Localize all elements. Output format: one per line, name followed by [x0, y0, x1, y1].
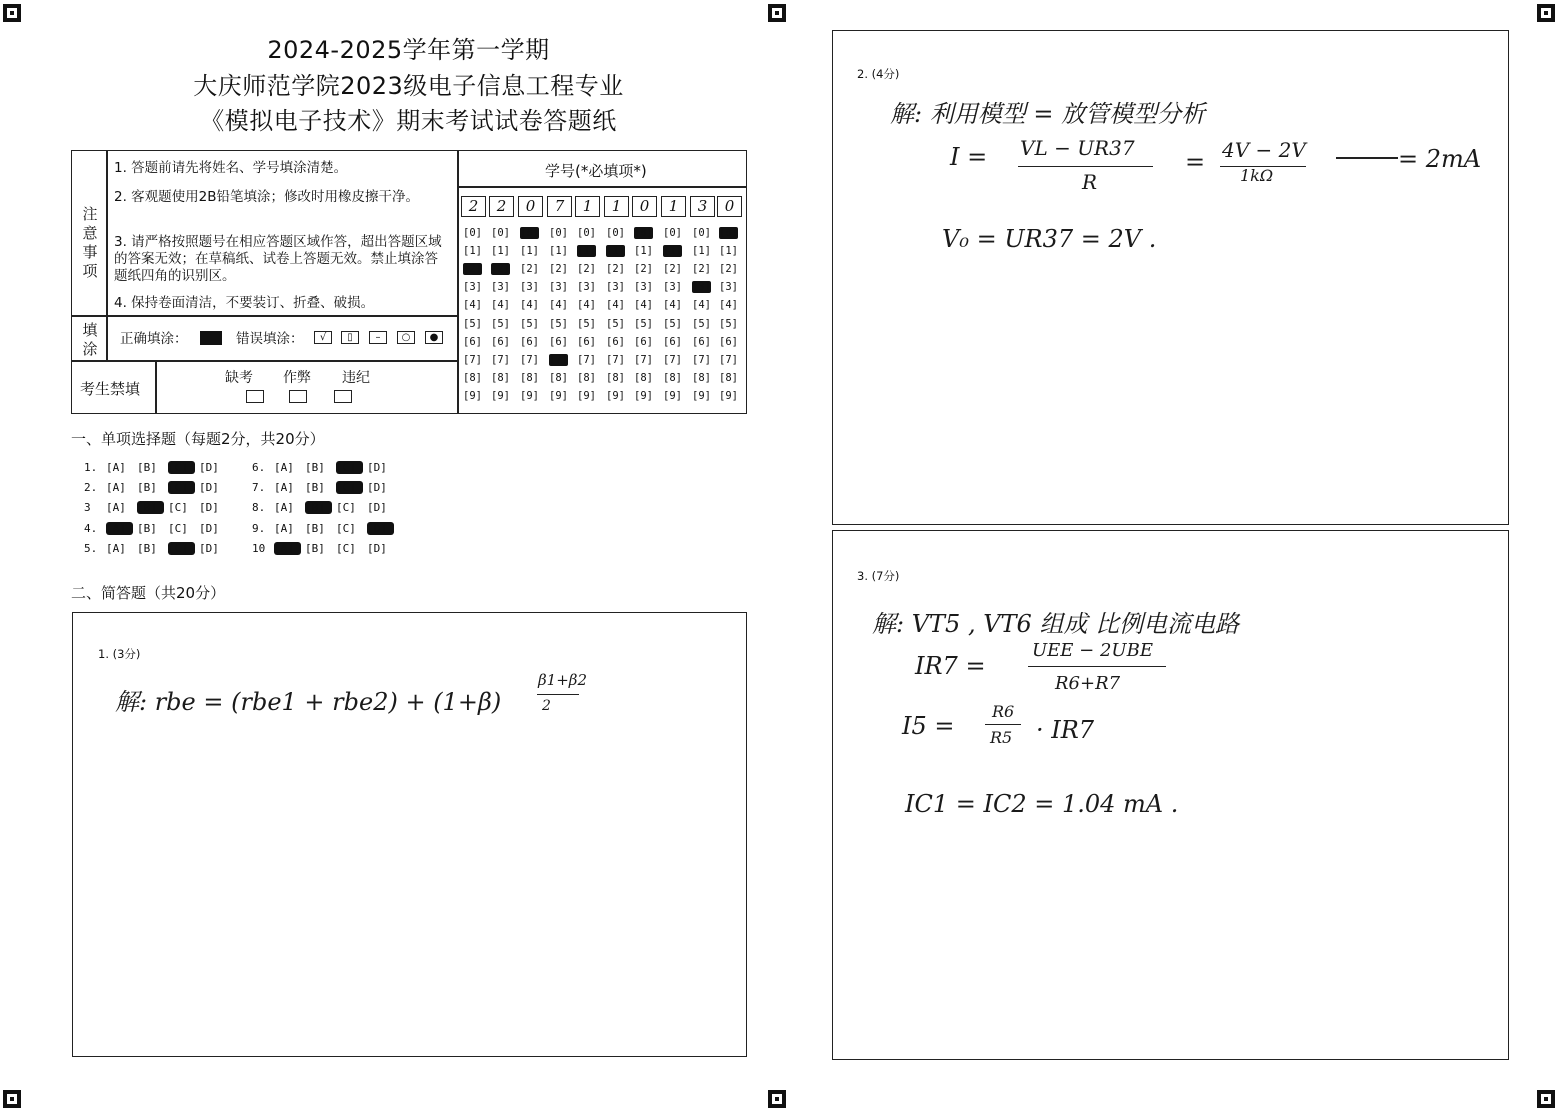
mc-option-8-b[interactable]: [B]	[305, 501, 332, 514]
forbidden-option-violation-label: 违纪	[342, 370, 370, 386]
student-id-bubble-c9-r4[interactable]: [4]	[692, 299, 711, 312]
mc-option-9-a[interactable]: [A]	[274, 521, 294, 535]
q1-label: 1. (3分)	[98, 647, 141, 661]
q3-ir7-fraction-bar	[1028, 666, 1166, 667]
student-id-bubble-c9-r2[interactable]: [2]	[692, 263, 711, 276]
student-id-title-divider	[458, 186, 746, 188]
note-item-4: 4. 保持卷面清洁，不要装订、折叠、破损。	[114, 295, 375, 311]
mc-option-4-a[interactable]: [A]	[106, 522, 133, 535]
mc-question-number: 3	[84, 501, 91, 515]
student-id-bubble-c4-r2[interactable]: [2]	[549, 263, 568, 276]
student-id-bubble-c5-r1[interactable]: [1]	[577, 245, 596, 258]
mc-question-number: 6.	[252, 461, 266, 474]
student-id-digit-cell-8: 1	[661, 196, 686, 217]
mc-option-10-c[interactable]: [C]	[336, 541, 356, 555]
mc-question-6	[252, 461, 398, 474]
info-divider-vertical	[457, 150, 459, 414]
mc-question-number: 2.	[84, 481, 98, 495]
corner-marker-top-middle	[768, 4, 786, 22]
q2-fraction1-numerator: VL − UR37	[1020, 136, 1135, 160]
student-id-bubble-c8-r3[interactable]: [3]	[663, 281, 682, 294]
notes-label: 注意事项	[82, 205, 98, 280]
mc-option-10-b[interactable]: [B]	[305, 541, 325, 555]
student-id-bubble-c7-r3[interactable]: [3]	[634, 281, 653, 294]
mc-question-3	[84, 501, 230, 514]
student-id-bubble-c6-r7[interactable]: [7]	[606, 353, 625, 366]
corner-marker-top-right	[1537, 4, 1555, 22]
student-id-bubble-c9-r6[interactable]: [6]	[692, 335, 711, 348]
student-id-bubble-c6-r5[interactable]: [5]	[606, 317, 625, 330]
q1-answer-line: 解: rbe = (rbe1 + rbe2) + (1+β)	[115, 688, 502, 716]
student-id-bubble-c10-r1[interactable]: [1]	[719, 245, 738, 258]
student-id-bubble-c4-r4[interactable]: [4]	[549, 299, 568, 312]
student-id-bubble-c6-r1[interactable]: [1]	[606, 245, 625, 258]
student-id-bubble-c10-r9[interactable]: [9]	[719, 389, 738, 402]
student-id-bubble-c10-r4[interactable]: [4]	[719, 299, 738, 312]
mc-option-2-a[interactable]: [A]	[106, 481, 126, 495]
student-id-bubble-c4-r0[interactable]: [0]	[549, 227, 568, 239]
student-id-bubble-c1-r6[interactable]: [6]	[463, 335, 482, 348]
mc-option-9-d[interactable]: [D]	[367, 522, 394, 535]
student-id-bubble-c3-r9[interactable]: [9]	[520, 389, 539, 402]
student-id-bubble-c1-r1[interactable]: [1]	[463, 245, 482, 258]
mc-question-number: 1.	[84, 461, 98, 474]
mc-option-4-c[interactable]: [C]	[168, 521, 188, 535]
mc-question-1	[84, 461, 230, 474]
mc-question-number: 9.	[252, 521, 266, 535]
q3-i5-fraction-bar	[985, 724, 1021, 725]
mc-option-2-d[interactable]: [D]	[199, 481, 219, 495]
mc-option-5-b[interactable]: [B]	[137, 541, 157, 555]
student-id-bubble-c5-r3[interactable]: [3]	[577, 281, 596, 294]
q3-i5-denominator: R5	[990, 728, 1013, 747]
mc-question-number: 5.	[84, 541, 98, 555]
forbidden-label: 考生禁填	[80, 380, 141, 398]
student-id-bubble-c10-r0[interactable]: [0]	[719, 227, 738, 239]
note-item-1: 1. 答题前请先将姓名、学号填涂清楚。	[114, 160, 348, 176]
student-id-bubble-c3-r4[interactable]: [4]	[520, 299, 539, 312]
q1-fraction-bar	[537, 694, 579, 695]
mc-option-3-a[interactable]: [A]	[106, 501, 126, 515]
mc-option-4-d[interactable]: [D]	[199, 521, 219, 535]
q1-fraction-numerator: β1+β2	[538, 671, 587, 689]
mc-option-6-b[interactable]: [B]	[305, 461, 325, 474]
student-id-bubble-c10-r2[interactable]: [2]	[719, 263, 738, 276]
mc-question-8	[252, 501, 398, 514]
mc-question-number: 4.	[84, 521, 98, 535]
student-id-bubble-c7-r7[interactable]: [7]	[634, 353, 653, 366]
mc-option-6-c[interactable]: [C]	[336, 461, 363, 474]
forbidden-option-absent-label: 缺考	[225, 370, 253, 386]
mc-option-9-b[interactable]: [B]	[305, 521, 325, 535]
student-id-bubble-c6-r3[interactable]: [3]	[606, 281, 625, 294]
student-id-bubble-c8-r6[interactable]: [6]	[663, 335, 682, 348]
student-id-bubble-c7-r4[interactable]: [4]	[634, 299, 653, 312]
section2-title: 二、简答题（共20分）	[71, 584, 226, 602]
student-id-bubble-c7-r2[interactable]: [2]	[634, 263, 653, 276]
mc-option-6-a[interactable]: [A]	[274, 461, 294, 474]
section1-title: 一、单项选择题（每题2分，共20分）	[71, 430, 325, 448]
student-id-bubble-c5-r9[interactable]: [9]	[577, 389, 596, 402]
mc-option-7-a[interactable]: [A]	[274, 481, 294, 495]
student-id-bubble-c9-r3[interactable]: [3]	[692, 281, 711, 294]
corner-marker-bottom-middle	[768, 1090, 786, 1108]
student-id-bubble-c2-r8[interactable]: [8]	[491, 371, 510, 384]
forbidden-absent-checkbox[interactable]	[246, 390, 264, 403]
student-id-bubble-c4-r8[interactable]: [8]	[549, 371, 568, 384]
student-id-bubble-c7-r5[interactable]: [5]	[634, 317, 653, 330]
student-id-bubble-c1-r8[interactable]: [8]	[463, 371, 482, 384]
mc-question-4	[84, 522, 230, 535]
q2-crossed-out-text	[1336, 157, 1398, 159]
student-id-digit-cell-6: 1	[604, 196, 629, 217]
student-id-bubble-c1-r9[interactable]: [9]	[463, 389, 482, 402]
q3-label: 3. (7分)	[857, 569, 900, 583]
mc-option-10-a[interactable]: [A]	[274, 542, 301, 555]
q2-answer-line-1: 解: 利用模型 = 放管模型分析	[890, 100, 1206, 128]
answer-box-q1[interactable]	[72, 612, 747, 1057]
mc-option-1-c[interactable]: [C]	[168, 461, 195, 474]
fill-correct-sample	[200, 331, 222, 345]
q2-equals-sign: =	[1185, 148, 1206, 176]
student-id-bubble-c3-r8[interactable]: [8]	[520, 371, 539, 384]
student-id-bubble-c8-r8[interactable]: [8]	[663, 371, 682, 384]
fill-wrong-bar-sample: ▯	[341, 331, 359, 344]
student-id-bubble-c1-r0[interactable]: [0]	[463, 227, 482, 239]
q3-i5-label: I5 =	[902, 712, 955, 740]
student-id-bubble-c3-r5[interactable]: [5]	[520, 317, 539, 330]
mc-question-number: 8.	[252, 501, 266, 515]
student-id-bubble-c3-r0[interactable]: [0]	[520, 227, 539, 239]
mc-option-7-c[interactable]: [C]	[336, 481, 363, 494]
student-id-bubble-c2-r4[interactable]: [4]	[491, 299, 510, 312]
student-id-bubble-c1-r4[interactable]: [4]	[463, 299, 482, 312]
corner-marker-bottom-left	[3, 1090, 21, 1108]
student-id-bubble-c4-r5[interactable]: [5]	[549, 317, 568, 330]
student-id-bubble-c4-r6[interactable]: [6]	[549, 335, 568, 348]
student-id-bubble-c9-r0[interactable]: [0]	[692, 227, 711, 239]
student-id-bubble-c10-r3[interactable]: [3]	[719, 281, 738, 294]
student-id-bubble-c2-r0[interactable]: [0]	[491, 227, 510, 239]
student-id-bubble-c6-r0[interactable]: [0]	[606, 227, 625, 239]
student-id-bubble-c7-r9[interactable]: [9]	[634, 389, 653, 402]
mc-option-8-d[interactable]: [D]	[367, 501, 387, 515]
student-id-bubble-c5-r0[interactable]: [0]	[577, 227, 596, 239]
student-id-bubble-c6-r6[interactable]: [6]	[606, 335, 625, 348]
student-id-bubble-c6-r9[interactable]: [9]	[606, 389, 625, 402]
student-id-bubble-c9-r5[interactable]: [5]	[692, 317, 711, 330]
student-id-bubble-c4-r9[interactable]: [9]	[549, 389, 568, 402]
student-id-bubble-c8-r7[interactable]: [7]	[663, 353, 682, 366]
fill-wrong-check-sample: √	[314, 331, 332, 344]
q2-fraction1-bar	[1018, 166, 1153, 167]
student-id-bubble-c2-r9[interactable]: [9]	[491, 389, 510, 402]
q2-label: 2. (4分)	[857, 67, 900, 81]
student-id-bubble-c2-r1[interactable]: [1]	[491, 245, 510, 258]
mc-option-5-d[interactable]: [D]	[199, 541, 219, 555]
q2-fraction1-denominator: R	[1082, 170, 1098, 194]
mc-option-3-c[interactable]: [C]	[168, 501, 188, 515]
notes-label-divider	[106, 150, 108, 315]
q3-ir7-denominator: R6+R7	[1055, 673, 1121, 694]
student-id-bubble-c8-r9[interactable]: [9]	[663, 389, 682, 402]
student-id-bubble-c4-r7[interactable]: [7]	[549, 353, 568, 366]
q3-i5-numerator: R6	[992, 702, 1015, 721]
student-id-bubble-c7-r0[interactable]: [0]	[634, 227, 653, 239]
fill-guide-label: 填涂	[82, 321, 98, 358]
mc-option-9-c[interactable]: [C]	[336, 521, 356, 535]
q2-fraction2-denominator: 1kΩ	[1240, 166, 1274, 185]
student-id-bubble-c9-r9[interactable]: [9]	[692, 389, 711, 402]
mc-question-number: 7.	[252, 481, 266, 495]
fill-label-divider	[106, 315, 108, 361]
mc-option-2-b[interactable]: [B]	[137, 481, 157, 495]
student-id-digit-cell-10: 0	[717, 196, 742, 217]
student-id-bubble-c6-r8[interactable]: [8]	[606, 371, 625, 384]
student-id-digit-cell-5: 1	[575, 196, 600, 217]
student-id-digit-cell-9: 3	[690, 196, 715, 217]
corner-marker-top-left	[3, 4, 21, 22]
student-id-bubble-c7-r6[interactable]: [6]	[634, 335, 653, 348]
q1-fraction-denominator: 2	[542, 698, 551, 714]
mc-option-3-b[interactable]: [B]	[137, 501, 164, 514]
student-id-bubble-c5-r4[interactable]: [4]	[577, 299, 596, 312]
mc-option-6-d[interactable]: [D]	[367, 461, 387, 474]
student-id-bubble-c3-r1[interactable]: [1]	[520, 245, 539, 258]
mc-option-10-d[interactable]: [D]	[367, 541, 387, 555]
q3-ir7-numerator: UEE − 2UBE	[1032, 640, 1153, 661]
mc-option-8-a[interactable]: [A]	[274, 501, 294, 515]
q3-answer-line-1: 解: VT5 , VT6 组成 比例电流电路	[872, 610, 1240, 638]
student-id-bubble-c4-r3[interactable]: [3]	[549, 281, 568, 294]
q2-result: = 2mA	[1398, 145, 1482, 173]
student-id-bubble-c3-r2[interactable]: [2]	[520, 263, 539, 276]
mc-question-7	[252, 481, 398, 494]
student-id-bubble-c8-r0[interactable]: [0]	[663, 227, 682, 239]
student-id-bubble-c7-r1[interactable]: [1]	[634, 245, 653, 258]
student-id-title: 学号(*必填项*)	[545, 162, 647, 180]
student-id-bubble-c2-r3[interactable]: [3]	[491, 281, 510, 294]
student-id-bubble-c6-r2[interactable]: [2]	[606, 263, 625, 276]
student-id-bubble-c1-r7[interactable]: [7]	[463, 353, 482, 366]
q2-fraction2-numerator: 4V − 2V	[1222, 138, 1306, 162]
student-id-bubble-c8-r1[interactable]: [1]	[663, 245, 682, 258]
corner-marker-bottom-right	[1537, 1090, 1555, 1108]
mc-option-5-c[interactable]: [C]	[168, 542, 195, 555]
mc-option-1-d[interactable]: [D]	[199, 461, 219, 474]
fill-correct-label: 正确填涂：	[120, 331, 188, 347]
q3-i5-factor: · IR7	[1036, 716, 1095, 744]
q2-current-label: I =	[950, 143, 988, 171]
mc-option-7-b[interactable]: [B]	[305, 481, 325, 495]
student-id-bubble-c10-r5[interactable]: [5]	[719, 317, 738, 330]
student-id-bubble-c9-r1[interactable]: [1]	[692, 245, 711, 258]
student-id-bubble-c5-r7[interactable]: [7]	[577, 353, 596, 366]
student-id-bubble-c3-r7[interactable]: [7]	[520, 353, 539, 366]
student-id-bubble-c8-r2[interactable]: [2]	[663, 263, 682, 276]
mc-question-10	[252, 542, 398, 555]
student-id-digit-cell-2: 2	[489, 196, 514, 217]
student-id-bubble-c9-r8[interactable]: [8]	[692, 371, 711, 384]
student-id-bubble-c1-r2[interactable]: [2]	[463, 263, 482, 276]
fill-wrong-dot-sample: ●	[425, 331, 443, 344]
student-id-bubble-c4-r1[interactable]: [1]	[549, 245, 568, 258]
student-id-bubble-c5-r5[interactable]: [5]	[577, 317, 596, 330]
mc-option-1-a[interactable]: [A]	[106, 461, 126, 474]
student-id-bubble-c6-r4[interactable]: [4]	[606, 299, 625, 312]
header-line-3: 《模拟电子技术》期末考试试卷答题纸	[200, 107, 617, 135]
student-id-bubble-c3-r6[interactable]: [6]	[520, 335, 539, 348]
student-id-digit-cell-3: 0	[518, 196, 543, 217]
mc-question-2	[84, 481, 230, 494]
student-id-bubble-c1-r5[interactable]: [5]	[463, 317, 482, 330]
mc-option-8-c[interactable]: [C]	[336, 501, 356, 515]
student-id-bubble-c2-r2[interactable]: [2]	[491, 263, 510, 276]
q3-ir7-label: IR7 =	[915, 652, 986, 680]
student-id-bubble-c8-r5[interactable]: [5]	[663, 317, 682, 330]
student-id-bubble-c7-r8[interactable]: [8]	[634, 371, 653, 384]
forbidden-label-divider	[155, 360, 157, 414]
mc-question-9	[252, 522, 398, 535]
student-id-bubble-c10-r6[interactable]: [6]	[719, 335, 738, 348]
mc-option-5-a[interactable]: [A]	[106, 541, 126, 555]
note-item-3: 3. 请严格按照题号在相应答题区域作答，超出答题区域的答案无效；在草稿纸、试卷上答题无效。禁止填涂答题纸四角的识别区。	[114, 234, 442, 284]
student-id-bubble-c1-r3[interactable]: [3]	[463, 281, 482, 294]
fill-wrong-circle-sample: ○	[397, 331, 415, 344]
mc-option-3-d[interactable]: [D]	[199, 501, 219, 515]
student-id-bubble-c3-r3[interactable]: [3]	[520, 281, 539, 294]
mc-option-2-c[interactable]: [C]	[168, 481, 195, 494]
student-id-bubble-c2-r5[interactable]: [5]	[491, 317, 510, 330]
mc-option-7-d[interactable]: [D]	[367, 481, 387, 495]
student-id-bubble-c5-r2[interactable]: [2]	[577, 263, 596, 276]
student-id-digit-cell-1: 2	[461, 196, 486, 217]
fill-wrong-dash-sample: –	[369, 331, 387, 344]
note-item-2: 2. 客观题使用2B铅笔填涂；修改时用橡皮擦干净。	[114, 189, 420, 205]
student-id-bubble-c10-r7[interactable]: [7]	[719, 353, 738, 366]
student-id-bubble-c2-r6[interactable]: [6]	[491, 335, 510, 348]
mc-option-1-b[interactable]: [B]	[137, 461, 157, 474]
student-id-bubble-c2-r7[interactable]: [7]	[491, 353, 510, 366]
forbidden-violation-checkbox[interactable]	[334, 390, 352, 403]
mc-option-4-b[interactable]: [B]	[137, 521, 157, 535]
student-id-bubble-c8-r4[interactable]: [4]	[663, 299, 682, 312]
header-line-2: 大庆师范学院2023级电子信息工程专业	[193, 72, 624, 100]
header-line-1: 2024-2025学年第一学期	[267, 36, 550, 64]
student-id-bubble-c5-r6[interactable]: [6]	[577, 335, 596, 348]
notes-bottom-divider	[71, 315, 458, 317]
mc-question-5	[84, 542, 230, 555]
student-id-bubble-c5-r8[interactable]: [8]	[577, 371, 596, 384]
q2-output-voltage-line: V₀ = UR37 = 2V .	[942, 225, 1157, 253]
forbidden-cheating-checkbox[interactable]	[289, 390, 307, 403]
forbidden-option-cheating-label: 作弊	[283, 370, 311, 386]
student-id-digit-cell-7: 0	[632, 196, 657, 217]
mc-question-number: 10	[252, 541, 266, 555]
fill-bottom-divider	[71, 360, 458, 362]
student-id-bubble-c10-r8[interactable]: [8]	[719, 371, 738, 384]
fill-wrong-label: 错误填涂：	[236, 331, 304, 347]
q3-collector-current-line: IC1 = IC2 = 1.04 mA .	[905, 790, 1179, 818]
student-id-digit-cell-4: 7	[547, 196, 572, 217]
student-id-bubble-c9-r7[interactable]: [7]	[692, 353, 711, 366]
